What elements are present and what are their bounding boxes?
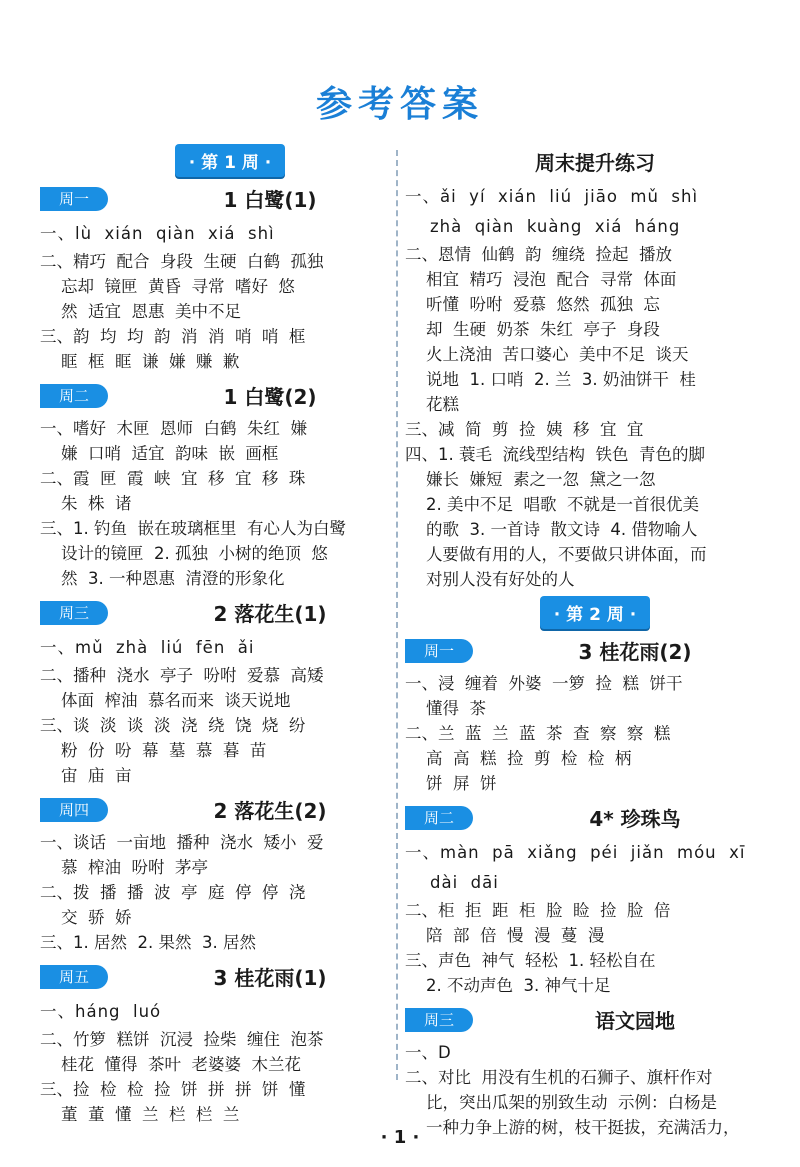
section-title: 1 白鹭(2) [223, 385, 317, 409]
answer-section [405, 148, 785, 592]
answer-line: 二、兰 蓝 兰 蓝 茶 查 察 察 糕 [405, 724, 671, 743]
answer-line: 三、1. 钓鱼 嵌在玻璃框里 有心人为白鹭 [40, 519, 346, 538]
answer-line: 一、嗜好 木匣 恩师 白鹤 朱红 嫌 [40, 419, 307, 438]
weekday-tag: 周一 [40, 187, 108, 211]
answer-line: 陪 部 倍 慢 漫 蔓 漫 [405, 926, 605, 945]
week-2-banner: · 第 2 周 · [540, 596, 650, 629]
answer-line: 二、对比 用没有生机的石狮子、旗杆作对 [405, 1068, 713, 1087]
answer-line: 四、1. 蓑毛 流线型结构 铁色 青色的脚 [405, 445, 705, 464]
answer-line: 一、mǔ zhà liú fēn ǎi [40, 638, 255, 657]
answer-line: 2. 美中不足 唱歌 不就是一首很优美 [405, 495, 699, 514]
answer-line: 一、háng luó [40, 1002, 162, 1021]
section-header [40, 382, 420, 412]
section-title: 周末提升练习 [535, 151, 655, 175]
answer-section [40, 963, 420, 1127]
weekday-tag: 周一 [405, 639, 473, 663]
page-number: · 1 · [380, 1127, 420, 1148]
section-header [405, 637, 785, 667]
answer-line: 一、浸 缠着 外婆 一箩 捡 糕 饼干 [405, 674, 683, 693]
answer-line: 眶 框 眶 谦 嫌 赚 歉 [40, 352, 240, 371]
week-1-banner: · 第 1 周 · [175, 144, 285, 177]
answer-section [40, 599, 420, 788]
answer-line: 嫌长 嫌短 素之一忽 黛之一忽 [405, 470, 656, 489]
answer-line: 三、减 简 剪 捡 姨 移 宜 宜 [405, 420, 644, 439]
answer-line: 董 董 懂 兰 栏 栏 兰 [40, 1105, 240, 1124]
section-header [40, 599, 420, 629]
answer-line: 三、声色 神气 轻松 1. 轻松自在 [405, 951, 656, 970]
answer-line: zhà qiàn kuàng xiá háng [405, 217, 681, 236]
answer-line: 设计的镜匣 2. 孤独 小树的绝顶 悠 [40, 544, 328, 563]
answer-section [405, 1006, 785, 1140]
section-title: 1 白鹭(1) [223, 188, 317, 212]
answer-line: 二、拨 播 播 波 亭 庭 停 停 浇 [40, 883, 306, 902]
answer-line: 一、ǎi yí xián liú jiāo mǔ shì [405, 187, 699, 206]
answer-line: 三、谈 淡 谈 淡 浇 绕 饶 烧 纷 [40, 716, 306, 735]
answer-line: 2. 不动声色 3. 神气十足 [405, 976, 611, 995]
weekday-tag: 周二 [405, 806, 473, 830]
right-sections-bottom [405, 637, 785, 1140]
left-sections [40, 185, 420, 1127]
answer-line: dài dāi [405, 873, 499, 892]
section-title: 2 落花生(1) [213, 602, 327, 626]
right-column [405, 140, 785, 1140]
answer-line: 一种力争上游的树，枝干挺拔，充满活力， [405, 1118, 740, 1137]
answer-line: 交 骄 娇 [40, 908, 132, 927]
answer-line: 对别人没有好处的人 [405, 570, 575, 589]
answer-line: 三、1. 居然 2. 果然 3. 居然 [40, 933, 256, 952]
answer-line: 忘却 镜匣 黄昏 寻常 嗜好 悠 [40, 277, 295, 296]
page-title: 参考答案 [315, 84, 484, 125]
answer-line: 一、D [405, 1043, 451, 1062]
answer-line: 高 高 糕 捡 剪 检 检 柄 [405, 749, 632, 768]
left-column [40, 140, 420, 1127]
answer-section [40, 185, 420, 374]
section-title: 4* 珍珠鸟 [589, 807, 681, 831]
answer-line: 然 3. 一种恩惠 清澄的形象化 [40, 569, 285, 588]
answer-line: 二、竹箩 糕饼 沉浸 捡柴 缠住 泡茶 [40, 1030, 324, 1049]
answer-line: 却 生硬 奶茶 朱红 亭子 身段 [405, 320, 660, 339]
answer-line: 说地 1. 口哨 2. 兰 3. 奶油饼干 桂 [405, 370, 696, 389]
answer-line: 粉 份 吩 幕 墓 慕 暮 苗 [40, 741, 267, 760]
right-sections-top [405, 148, 785, 592]
section-title: 语文园地 [595, 1009, 675, 1033]
answer-line: 的歌 3. 一首诗 散文诗 4. 借物喻人 [405, 520, 698, 539]
answer-section [405, 637, 785, 796]
answer-line: 嫌 口哨 适宜 韵味 嵌 画框 [40, 444, 279, 463]
answer-line: 相宜 精巧 浸泡 配合 寻常 体面 [405, 270, 677, 289]
section-header [40, 185, 420, 215]
answer-line: 比，突出瓜架的别致生动 示例：白杨是 [405, 1093, 717, 1112]
section-header [40, 796, 420, 826]
answer-line: 一、lù xián qiàn xiá shì [40, 224, 275, 243]
answer-line: 二、柜 拒 距 柜 脸 睑 捡 脸 倍 [405, 901, 671, 920]
answer-line: 二、霞 匣 霞 峡 宜 移 宜 移 珠 [40, 469, 306, 488]
answer-line: 桂花 懂得 茶叶 老婆婆 木兰花 [40, 1055, 301, 1074]
answer-line: 听懂 吩咐 爱慕 悠然 孤独 忘 [405, 295, 660, 314]
answer-line: 宙 庙 亩 [40, 766, 132, 785]
answer-line: 人要做有用的人，不要做只讲体面，而 [405, 545, 707, 564]
answer-line: 三、捡 检 检 捡 饼 拼 拼 饼 懂 [40, 1080, 306, 1099]
section-title: 3 桂花雨(2) [578, 640, 692, 664]
section-title: 3 桂花雨(1) [213, 966, 327, 990]
answer-line: 三、韵 均 均 韵 消 消 哨 哨 框 [40, 327, 306, 346]
section-header [405, 804, 785, 834]
weekday-tag: 周四 [40, 798, 108, 822]
answer-line: 朱 株 诸 [40, 494, 132, 513]
answer-line: 一、màn pā xiǎng péi jiǎn móu xī [405, 843, 746, 862]
answer-line: 慕 榨油 吩咐 茅亭 [40, 858, 208, 877]
answer-line: 二、恩情 仙鹤 韵 缠绕 捡起 播放 [405, 245, 672, 264]
answer-line: 饼 屏 饼 [405, 774, 497, 793]
weekday-tag: 周五 [40, 965, 108, 989]
answer-line: 二、精巧 配合 身段 生硬 白鹤 孤独 [40, 252, 324, 271]
answer-line: 花糕 [405, 395, 459, 414]
weekday-tag: 周二 [40, 384, 108, 408]
section-header [405, 1006, 785, 1036]
answer-section [40, 382, 420, 591]
answer-line: 体面 榨油 慕名而来 谈天说地 [40, 691, 291, 710]
weekday-tag: 周三 [405, 1008, 473, 1032]
section-title: 2 落花生(2) [213, 799, 327, 823]
answer-line: 一、谈话 一亩地 播种 浇水 矮小 爱 [40, 833, 324, 852]
answer-line: 懂得 茶 [405, 699, 486, 718]
answer-line: 火上浇油 苦口婆心 美中不足 谈天 [405, 345, 689, 364]
section-header [405, 148, 785, 178]
answer-section [405, 804, 785, 998]
weekday-tag: 周三 [40, 601, 108, 625]
answer-line: 然 适宜 恩惠 美中不足 [40, 302, 241, 321]
answer-section [40, 796, 420, 955]
section-header [40, 963, 420, 993]
answer-line: 二、播种 浇水 亭子 吩咐 爱慕 高矮 [40, 666, 324, 685]
